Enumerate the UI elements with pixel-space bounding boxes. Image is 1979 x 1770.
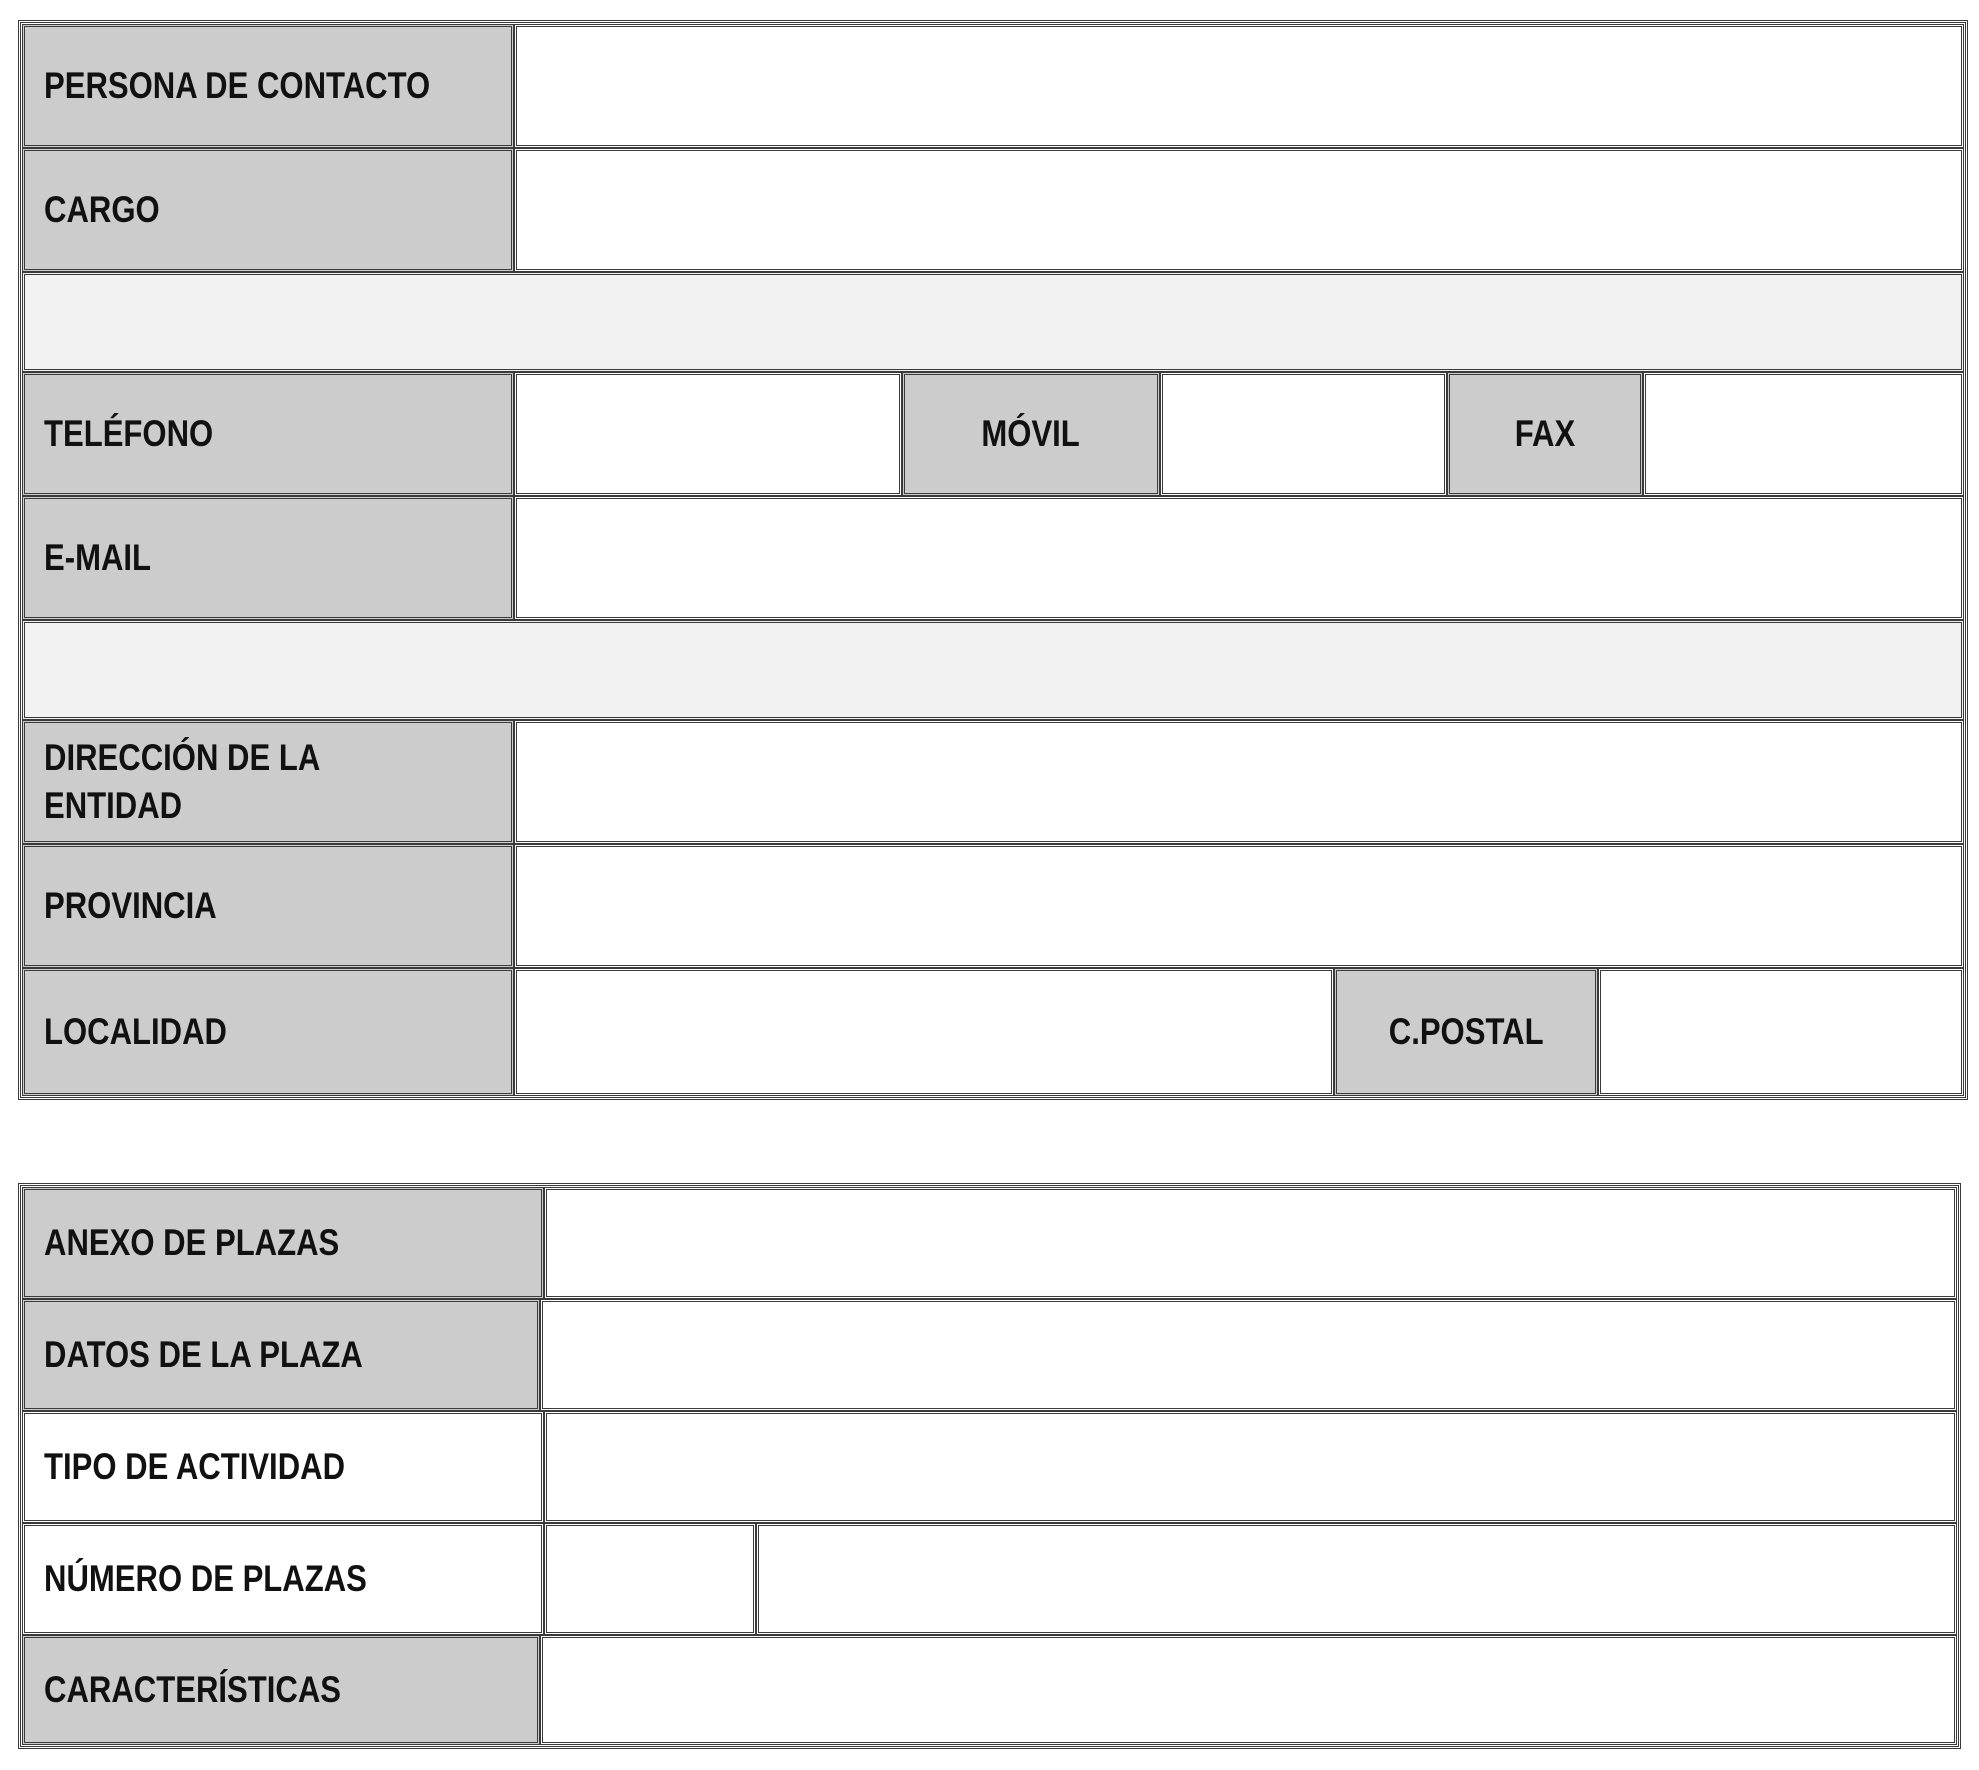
phone-label <box>22 372 514 496</box>
spacer-row <box>22 620 1964 720</box>
activity-type-label-text: TIPO DE ACTIVIDAD <box>44 1446 346 1487</box>
places-count-extra-field[interactable] <box>756 1523 1957 1635</box>
fax-label-text: FAX <box>1514 413 1576 454</box>
postal-code-label-text: C.POSTAL <box>1388 1011 1544 1052</box>
annex-label-text: ANEXO DE PLAZAS <box>44 1222 340 1263</box>
contact-person-label-text: PERSONA DE CONTACTO <box>44 65 431 106</box>
activity-type-field[interactable] <box>544 1411 1957 1523</box>
activity-type-label <box>22 1411 544 1523</box>
email-label-text: E-MAIL <box>44 537 152 578</box>
contact-person-field[interactable] <box>514 24 1964 148</box>
phone-label-text: TELÉFONO <box>44 413 214 454</box>
features-field[interactable] <box>540 1635 1957 1745</box>
phone-field[interactable] <box>514 372 902 496</box>
features-label-text: CARACTERÍSTICAS <box>44 1669 341 1710</box>
address-label <box>22 720 514 844</box>
postal-code-label <box>1334 968 1598 1096</box>
email-label <box>22 496 514 620</box>
annex-field[interactable] <box>544 1187 1957 1299</box>
province-label <box>22 844 514 968</box>
locality-label-text: LOCALIDAD <box>44 1011 228 1052</box>
place-data-field[interactable] <box>540 1299 1957 1411</box>
fax-label <box>1447 372 1643 496</box>
address-field[interactable] <box>514 720 1964 844</box>
locality-label <box>22 968 514 1096</box>
postal-code-field[interactable] <box>1598 968 1964 1096</box>
annex-label <box>22 1187 544 1299</box>
mobile-label <box>902 372 1160 496</box>
features-label <box>22 1635 540 1745</box>
province-label-text: PROVINCIA <box>44 885 217 926</box>
places-count-field[interactable] <box>544 1523 756 1635</box>
position-field[interactable] <box>514 148 1964 272</box>
place-data-label-text: DATOS DE LA PLAZA <box>44 1334 363 1375</box>
places-count-label <box>22 1523 544 1635</box>
contact-person-label <box>22 24 514 148</box>
place-data-label <box>22 1299 540 1411</box>
locality-field[interactable] <box>514 968 1334 1096</box>
address-label-text: DIRECCIÓN DE LA ENTIDAD <box>44 737 320 826</box>
province-field[interactable] <box>514 844 1964 968</box>
mobile-label-text: MÓVIL <box>981 413 1081 454</box>
places-count-label-text: NÚMERO DE PLAZAS <box>44 1558 367 1599</box>
spacer-row <box>22 272 1964 372</box>
email-field[interactable] <box>514 496 1964 620</box>
fax-field[interactable] <box>1643 372 1964 496</box>
position-label-text: CARGO <box>44 189 160 230</box>
mobile-field[interactable] <box>1160 372 1447 496</box>
position-label <box>22 148 514 272</box>
